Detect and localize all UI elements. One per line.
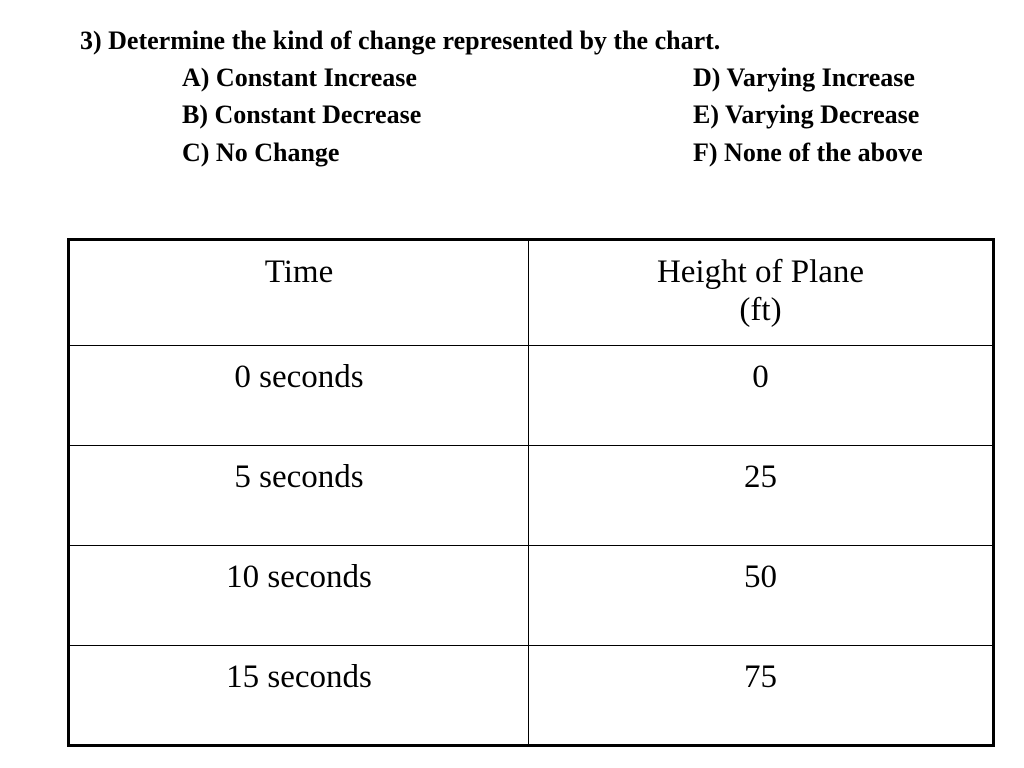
time-cell: 15 seconds	[69, 646, 529, 746]
question-prompt: 3) Determine the kind of change represented by the chart.	[80, 26, 721, 55]
choice-e: E) Varying Decrease	[693, 100, 920, 129]
table-row	[69, 546, 994, 646]
table-header-row	[69, 240, 994, 346]
height-cell: 75	[529, 646, 994, 746]
choice-d: D) Varying Increase	[693, 63, 915, 92]
time-cell: 5 seconds	[69, 446, 529, 546]
time-cell: 0 seconds	[69, 346, 529, 446]
choice-f: F) None of the above	[693, 138, 923, 167]
table-row	[69, 346, 994, 446]
table-row	[69, 446, 994, 546]
header-height-unit: (ft)	[739, 292, 782, 328]
header-height	[529, 240, 994, 346]
time-cell: 10 seconds	[69, 546, 529, 646]
time-height-table	[67, 238, 995, 747]
header-time: Time	[69, 240, 529, 346]
height-cell: 50	[529, 546, 994, 646]
choice-b: B) Constant Decrease	[182, 100, 422, 129]
height-cell: 0	[529, 346, 994, 446]
header-height-label: Height of Plane	[656, 254, 865, 290]
height-cell: 25	[529, 446, 994, 546]
table-row	[69, 646, 994, 746]
choice-a: A) Constant Increase	[182, 63, 417, 92]
choice-c: C) No Change	[182, 138, 340, 167]
